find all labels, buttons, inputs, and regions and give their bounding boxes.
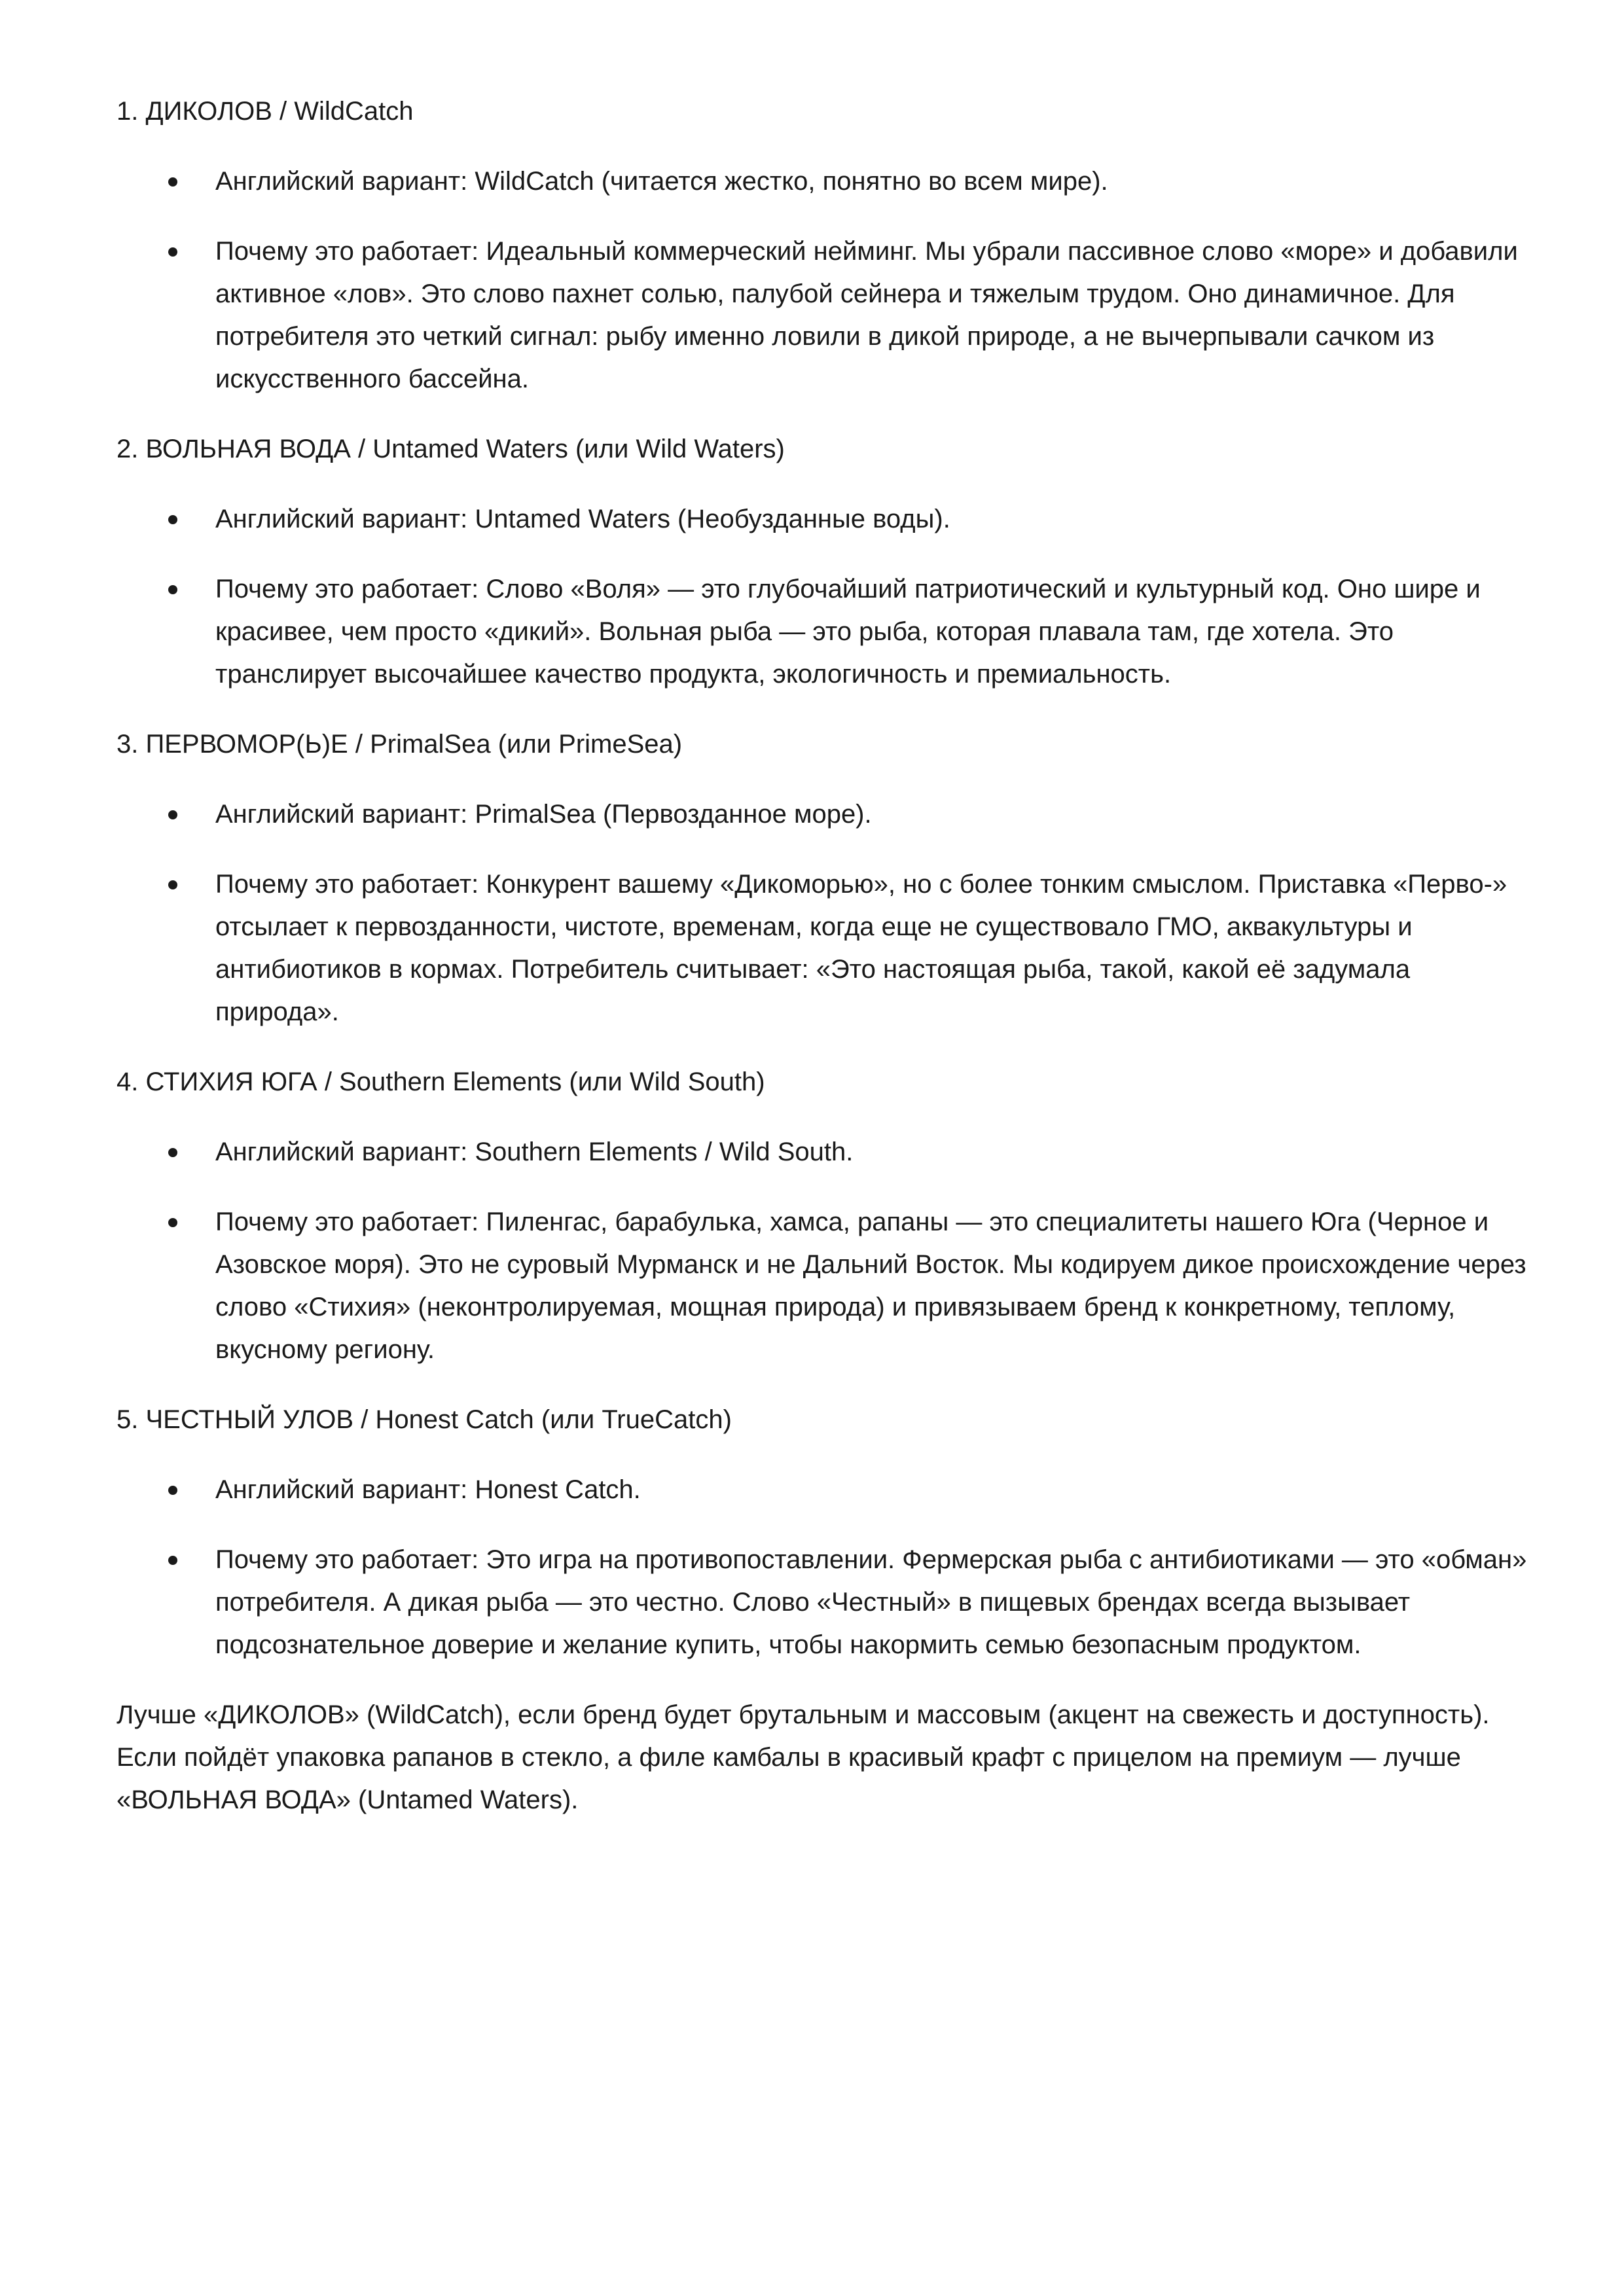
list-item bbox=[117, 1131, 1530, 1174]
list-item bbox=[117, 230, 1530, 401]
section-heading: 2. ВОЛЬНАЯ ВОДА / Untamed Waters (или Wild Waters) bbox=[117, 435, 785, 463]
conclusion-paragraph: Лучше «ДИКОЛОВ» (WildCatch), если бренд будет брутальным и массовым (акцент на свежесть и доступность). Если пойдёт упаковка рапанов в стекло, а филе камбалы в красивый крафт с прицелом на премиум — лучше «ВОЛЬНАЯ ВОДА» (Untamed Waters). bbox=[117, 1700, 1490, 1814]
bullet-icon bbox=[168, 1218, 177, 1227]
section-1 bbox=[117, 90, 1530, 401]
bullet-text: Почему это работает: Это игра на противопоставлении. Фермерская рыба с антибиотиками — это «обман» потребителя. А дикая рыба — это честно. Слово «Честный» в пищевых брендах всегда вызывает подсознательное доверие и желание купить, чтобы накормить семью безопасным продуктом. bbox=[215, 1545, 1527, 1659]
bullet-text: Почему это работает: Слово «Воля» — это глубочайший патриотический и культурный код. Оно шире и красивее, чем просто «дикий». Вольная рыба — это рыба, которая плавала там, где хотела. Это транслирует высочайшее качество продукта, экологичность и премиальность. bbox=[215, 575, 1481, 689]
section-5 bbox=[117, 1399, 1530, 1666]
bullet-list bbox=[117, 160, 1530, 401]
section-heading: 4. СТИХИЯ ЮГА / Southern Elements (или Wild South) bbox=[117, 1067, 765, 1096]
list-item bbox=[117, 498, 1530, 541]
bullet-icon bbox=[168, 1148, 177, 1157]
bullet-text: Английский вариант: WildCatch (читается жестко, понятно во всем мире). bbox=[215, 167, 1108, 196]
bullet-icon bbox=[168, 585, 177, 594]
list-item bbox=[117, 863, 1530, 1033]
list-item bbox=[117, 793, 1530, 836]
document-body bbox=[117, 90, 1530, 1821]
bullet-icon bbox=[168, 1486, 177, 1495]
bullet-list bbox=[117, 498, 1530, 696]
bullet-icon bbox=[168, 810, 177, 819]
bullet-icon bbox=[168, 880, 177, 889]
section-heading: 3. ПЕРВОМОР(Ь)Е / PrimalSea (или PrimeSea) bbox=[117, 730, 683, 759]
bullet-icon bbox=[168, 177, 177, 187]
bullet-text: Английский вариант: PrimalSea (Первозданное море). bbox=[215, 800, 872, 829]
list-item bbox=[117, 1469, 1530, 1511]
bullet-icon bbox=[168, 1556, 177, 1565]
bullet-list bbox=[117, 1469, 1530, 1666]
bullet-icon bbox=[168, 515, 177, 524]
section-heading: 5. ЧЕСТНЫЙ УЛОВ / Honest Catch (или TrueCatch) bbox=[117, 1405, 732, 1434]
bullet-text: Почему это работает: Идеальный коммерческий нейминг. Мы убрали пассивное слово «море» и добавили активное «лов». Это слово пахнет солью, палубой сейнера и тяжелым трудом. Оно динамичное. Для потребителя это четкий сигнал: рыбу именно ловили в дикой природе, а не вычерпывали сачком из искусственного бассейна. bbox=[215, 237, 1518, 393]
bullet-icon bbox=[168, 247, 177, 257]
bullet-text: Почему это работает: Пиленгас, барабулька, хамса, рапаны — это специалитеты нашего Юга (Черное и Азовское моря). Это не суровый Мурманск и не Дальний Восток. Мы кодируем дикое происхождение через слово «Стихия» (неконтролируемая, мощная природа) и привязываем бренд к конкретному, теплому, вкусному региону. bbox=[215, 1208, 1526, 1364]
bullet-list bbox=[117, 1131, 1530, 1371]
bullet-text: Почему это работает: Конкурент вашему «Дикоморью», но с более тонким смыслом. Приставка «Перво-» отсылает к первозданности, чистоте, временам, когда еще не существовало ГМО, аквакультуры и антибиотиков в кормах. Потребитель считывает: «Это настоящая рыба, такой, какой её задумала природа». bbox=[215, 870, 1507, 1026]
section-4 bbox=[117, 1061, 1530, 1371]
bullet-list bbox=[117, 793, 1530, 1033]
list-item bbox=[117, 568, 1530, 696]
section-heading: 1. ДИКОЛОВ / WildCatch bbox=[117, 97, 414, 126]
list-item bbox=[117, 1539, 1530, 1666]
bullet-text: Английский вариант: Southern Elements / Wild South. bbox=[215, 1138, 854, 1166]
section-2 bbox=[117, 428, 1530, 696]
bullet-text: Английский вариант: Untamed Waters (Необузданные воды). bbox=[215, 505, 950, 533]
bullet-text: Английский вариант: Honest Catch. bbox=[215, 1475, 641, 1504]
list-item bbox=[117, 160, 1530, 203]
section-3 bbox=[117, 723, 1530, 1033]
list-item bbox=[117, 1201, 1530, 1371]
